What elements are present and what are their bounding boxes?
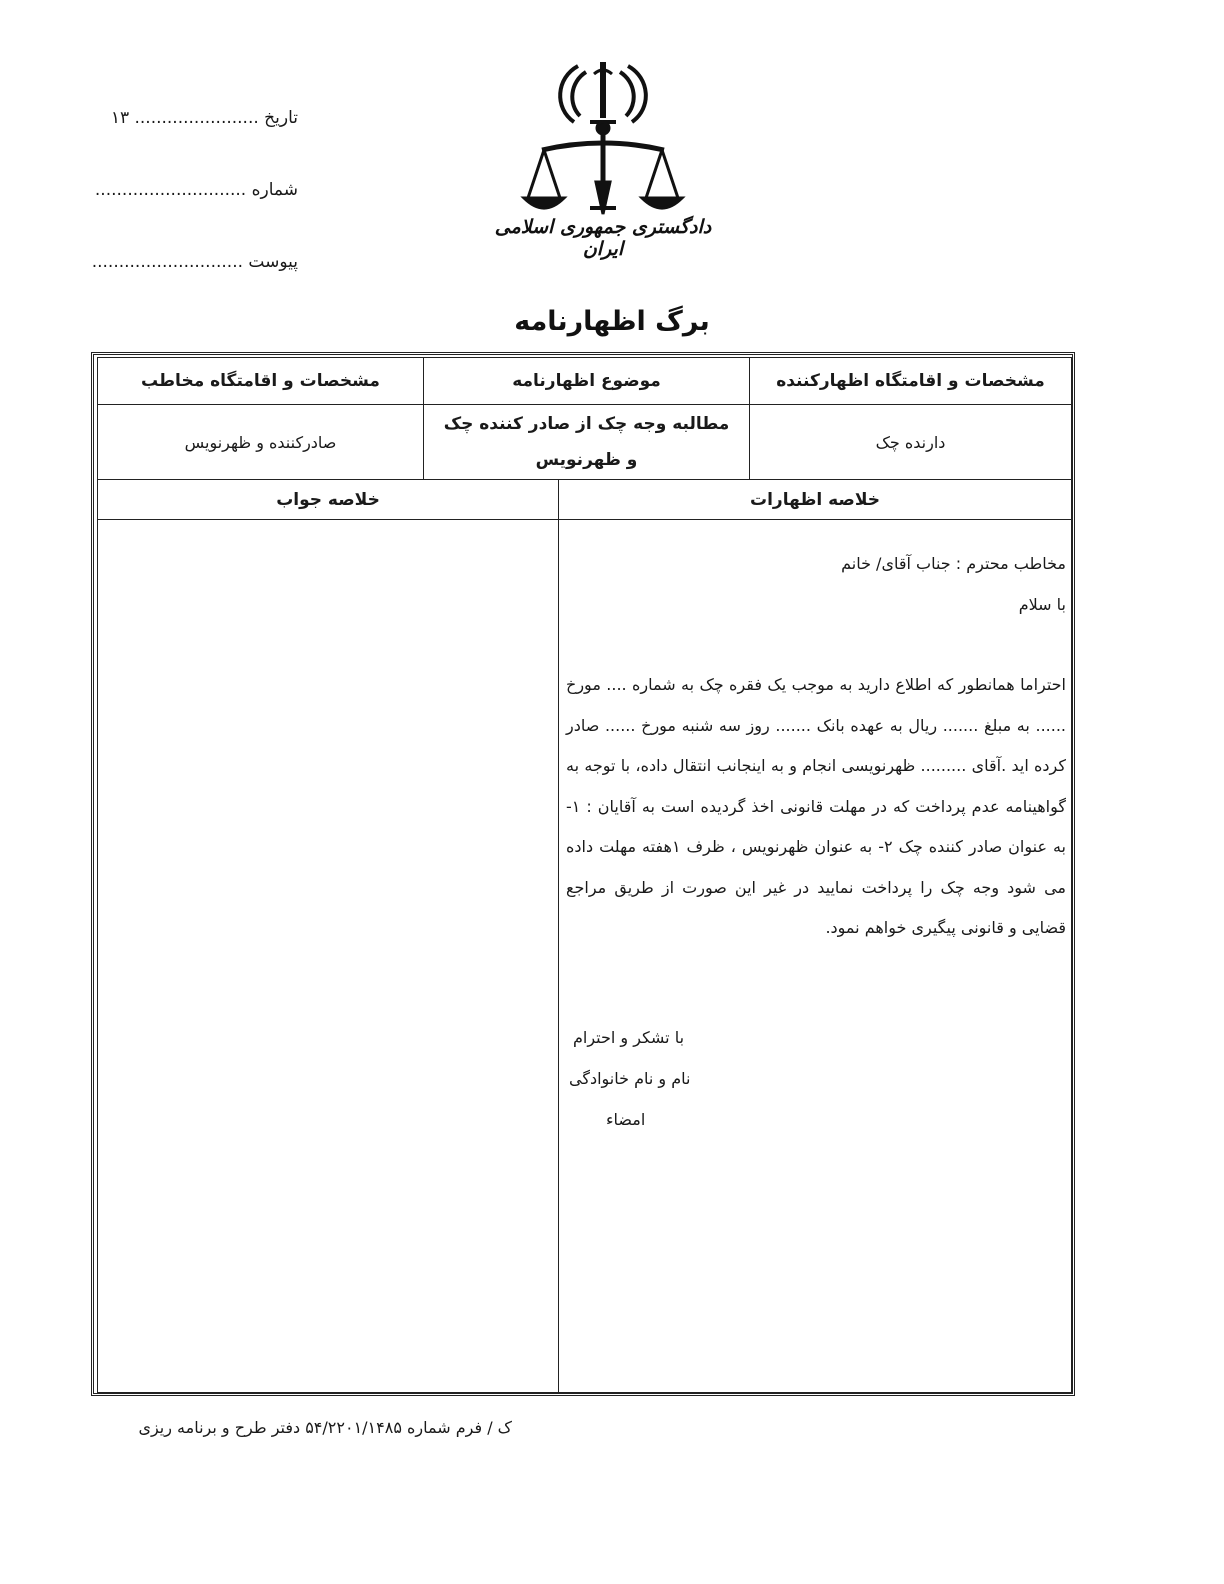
- attachment-line: پیوست ............................: [91, 252, 298, 272]
- signature-label: امضاء: [606, 1110, 646, 1129]
- subject-value: [423, 404, 750, 480]
- name-label: نام و نام خانوادگی: [569, 1069, 691, 1088]
- letter-spacer: [566, 625, 1066, 665]
- statements-header: خلاصه اظهارات: [558, 479, 1072, 520]
- subject-header: موضوع اظهارنامه: [423, 357, 750, 405]
- addressee-value: صادرکننده و ظهرنویس: [97, 404, 424, 480]
- claimant-value: دارنده چک: [749, 404, 1072, 480]
- letter-closing: با تشکر و احترام: [573, 1028, 685, 1047]
- addressee-header: مشخصات و اقامتگاه مخاطب: [97, 357, 424, 405]
- emblem-caption: دادگستری جمهوری اسلامی ایران: [494, 216, 712, 260]
- letter-salutation: مخاطب محترم : جناب آقای/ خانم: [841, 554, 1066, 573]
- date-line: تاریخ ....................... ۱۳: [110, 108, 298, 128]
- page-title: برگ اظهارنامه: [514, 306, 710, 337]
- claimant-header: مشخصات و اقامتگاه اظهارکننده: [749, 357, 1072, 405]
- form-footer: ک / فرم شماره ۵۴/۲۲۰۱/۱۴۸۵ دفتر طرح و برنامه ریزی: [138, 1418, 512, 1437]
- statements-letter: [566, 544, 1066, 949]
- reply-header: خلاصه جواب: [97, 479, 559, 520]
- reply-body: [97, 519, 559, 1393]
- letter-body: احتراما همانطور که اطلاع دارید به موجب یک فقره چک به شماره .... مورخ ...... به مبلغ ....... ریال به عهده بانک ....... روز سه شنبه مورخ ...... صادر کرده اید .آقای ......... ظهرنویسی انجام و به اینجانب انتقال داده، با توجه به گواهینامه عدم پرداخت که در مهلت قانونی اخذ گردیده است به آقایان : ۱- به عنوان صادر کننده چک ۲- به عنوان ظهرنویس ، ظرف ۱هفته مهلت داده می شود وجه چک را پرداخت نمایید در غیر این صورت از طریق مراجع قضایی و قانونی پیگیری خواهم نمود.: [566, 675, 1067, 937]
- subject-value-text: مطالبه وجه چک از صادر کننده چک و ظهرنویس: [443, 414, 730, 470]
- letter-greeting: با سلام: [1018, 594, 1066, 614]
- number-line: شماره ............................: [94, 180, 298, 200]
